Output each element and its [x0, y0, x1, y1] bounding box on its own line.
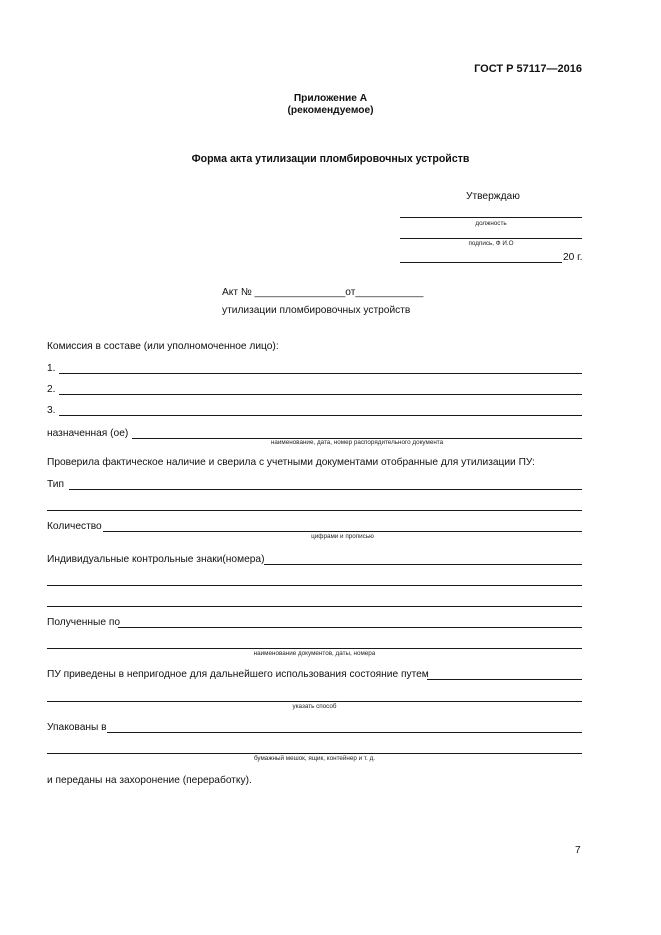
unusable-line[interactable]	[427, 679, 582, 680]
type-line[interactable]	[69, 489, 582, 490]
packed-line-2[interactable]	[47, 753, 582, 754]
appointed-caption: наименование, дата, номер распорядительного документа	[270, 439, 444, 446]
act-number-blank: ________________	[254, 287, 346, 298]
act-number-label: Акт №	[222, 287, 252, 298]
act-from-label: от	[345, 287, 356, 298]
commission-item-3-line[interactable]	[59, 415, 582, 416]
marks-label: Индивидуальные контрольные знаки(номера)	[47, 554, 265, 565]
commission-intro: Комиссия в составе (или уполномоченное лицо):	[47, 341, 279, 352]
received-label: Полученные по	[47, 617, 121, 628]
received-caption: наименование документов, даты, номера	[253, 650, 376, 657]
commission-item-1: 1.	[47, 363, 56, 374]
commission-item-1-line[interactable]	[59, 373, 582, 374]
packed-line[interactable]	[107, 732, 582, 733]
act-from-blank: ____________	[355, 287, 424, 298]
check-statement: Проверила фактическое наличие и сверила с учетными документами отобранные для утилизации ПУ:	[47, 457, 535, 468]
closing-statement: и переданы на захоронение (переработку).	[47, 775, 252, 786]
signature-line	[400, 238, 582, 239]
method-caption: указать способ	[292, 703, 337, 710]
standard-code: ГОСТ Р 57117—2016	[474, 63, 582, 75]
quantity-label: Количество	[47, 521, 102, 532]
marks-line-2[interactable]	[47, 585, 582, 586]
position-caption: должность	[475, 220, 507, 227]
marks-line-3[interactable]	[47, 606, 582, 607]
unusable-label: ПУ приведены в непригодное для дальнейшего использования состояние путем	[47, 669, 429, 680]
form-title: Форма акта утилизации пломбировочных устройств	[191, 153, 470, 165]
marks-line[interactable]	[264, 564, 582, 565]
page-number: 7	[575, 845, 581, 856]
received-line-2[interactable]	[47, 648, 582, 649]
quantity-caption: цифрами и прописью	[311, 533, 374, 540]
year-suffix: 20 г.	[563, 252, 583, 263]
quantity-line[interactable]	[103, 531, 582, 532]
position-line	[400, 217, 582, 218]
appointed-label: назначенная (ое)	[47, 428, 129, 439]
packed-caption: бумажный мешок, ящик, контейнер и т. д.	[253, 755, 376, 762]
act-subtitle: утилизации пломбировочных устройств	[222, 305, 411, 316]
received-line[interactable]	[118, 627, 582, 628]
commission-item-2: 2.	[47, 384, 56, 395]
signature-caption: подпись, Ф И.О	[468, 240, 514, 247]
appendix-title: Приложение А	[293, 93, 368, 104]
type-label: Тип	[47, 479, 64, 490]
appendix-note: (рекомендуемое)	[287, 105, 374, 116]
method-line[interactable]	[47, 701, 582, 702]
date-line	[400, 262, 562, 263]
packed-label: Упакованы в	[47, 722, 107, 733]
act-number-heading	[222, 287, 423, 299]
commission-item-3: 3.	[47, 405, 56, 416]
commission-item-2-line[interactable]	[59, 394, 582, 395]
type-line-2[interactable]	[47, 510, 582, 511]
approval-label: Утверждаю	[466, 191, 520, 202]
